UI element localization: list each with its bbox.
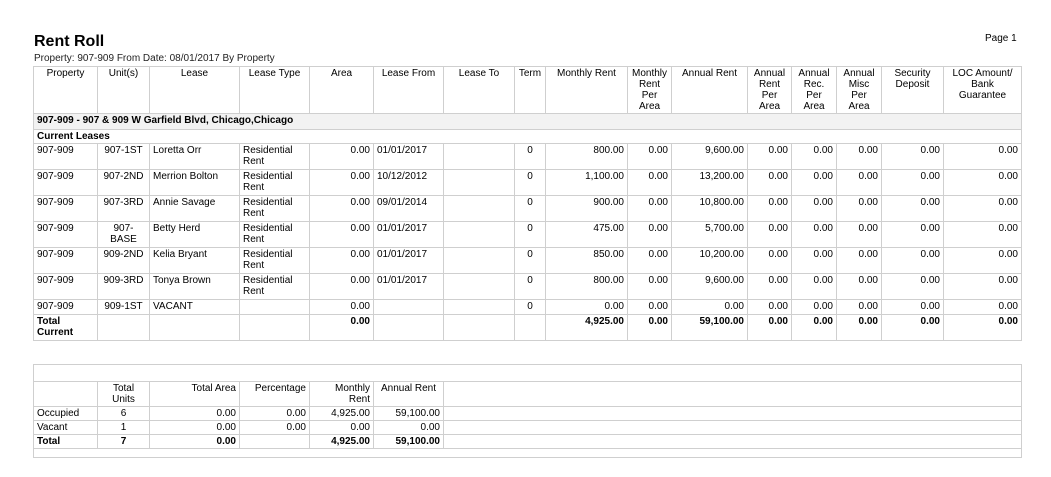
cell-area: 0.00: [310, 248, 374, 274]
cell-annual: 0.00: [672, 300, 748, 315]
cell-lease: Merrion Bolton: [150, 170, 240, 196]
summary-annual: 59,100.00: [374, 435, 444, 449]
cell-property: 907-909: [34, 222, 98, 248]
group-header-row: [34, 114, 1022, 130]
cell-unit: 909-2ND: [98, 248, 150, 274]
cell-deposit: 0.00: [882, 222, 944, 248]
cell-apa: 0.00: [748, 248, 792, 274]
cell-deposit: 0.00: [882, 248, 944, 274]
cell-loc: 0.00: [944, 274, 1022, 300]
cell-annual: 9,600.00: [672, 274, 748, 300]
cell-monthly: 800.00: [546, 274, 628, 300]
cell-from: 01/01/2017: [374, 144, 444, 170]
cell-monthly: 850.00: [546, 248, 628, 274]
cell-unit: 907-1ST: [98, 144, 150, 170]
cell-unit: 909-3RD: [98, 274, 150, 300]
cell-property: 907-909: [34, 248, 98, 274]
summary-spacer: [34, 365, 1022, 382]
cell-property: 907-909: [34, 274, 98, 300]
cell-unit: 909-1ST: [98, 300, 150, 315]
cell-mpa: 0.00: [628, 196, 672, 222]
cell-apa: 0.00: [748, 196, 792, 222]
summary-pct: [240, 435, 310, 449]
cell-arec: 0.00: [792, 248, 837, 274]
col-annual-rec-per-area: Annual Rec. Per Area: [792, 67, 837, 114]
cell-loc: 0.00: [944, 170, 1022, 196]
cell-annual: 10,200.00: [672, 248, 748, 274]
cell-property: 907-909: [34, 196, 98, 222]
cell-loc: 0.00: [944, 248, 1022, 274]
cell-type: Residential Rent: [240, 274, 310, 300]
lease-row: [34, 300, 1022, 315]
total-apa: 0.00: [748, 315, 792, 341]
cell-to: [444, 144, 515, 170]
total-blank: [150, 315, 240, 341]
total-amisc: 0.00: [837, 315, 882, 341]
summary-area: 0.00: [150, 407, 240, 421]
cell-from: 09/01/2014: [374, 196, 444, 222]
cell-to: [444, 196, 515, 222]
cell-monthly: 475.00: [546, 222, 628, 248]
cell-type: Residential Rent: [240, 222, 310, 248]
cell-type: [240, 300, 310, 315]
total-blank: [515, 315, 546, 341]
summary-col-percentage: Percentage: [240, 382, 310, 407]
cell-from: 10/12/2012: [374, 170, 444, 196]
cell-term: 0: [515, 196, 546, 222]
group-header: 907-909 - 907 & 909 W Garfield Blvd, Chicago,Chicago: [34, 114, 1022, 130]
cell-lease: Betty Herd: [150, 222, 240, 248]
cell-mpa: 0.00: [628, 248, 672, 274]
cell-amisc: 0.00: [837, 144, 882, 170]
cell-loc: 0.00: [944, 144, 1022, 170]
cell-deposit: 0.00: [882, 300, 944, 315]
cell-apa: 0.00: [748, 222, 792, 248]
cell-unit: 907-BASE: [98, 222, 150, 248]
lease-row: [34, 170, 1022, 196]
cell-lease: Kelia Bryant: [150, 248, 240, 274]
col-monthly-rent-per-area: Monthly Rent Per Area: [628, 67, 672, 114]
cell-unit: 907-2ND: [98, 170, 150, 196]
lease-row: [34, 196, 1022, 222]
cell-deposit: 0.00: [882, 196, 944, 222]
cell-apa: 0.00: [748, 144, 792, 170]
cell-amisc: 0.00: [837, 248, 882, 274]
lease-row: [34, 248, 1022, 274]
summary-pct: 0.00: [240, 407, 310, 421]
cell-property: 907-909: [34, 300, 98, 315]
summary-area: 0.00: [150, 421, 240, 435]
total-mpa: 0.00: [628, 315, 672, 341]
total-arec: 0.00: [792, 315, 837, 341]
total-monthly: 4,925.00: [546, 315, 628, 341]
lease-row: [34, 222, 1022, 248]
cell-term: 0: [515, 248, 546, 274]
cell-mpa: 0.00: [628, 144, 672, 170]
cell-from: [374, 300, 444, 315]
cell-lease: Loretta Orr: [150, 144, 240, 170]
summary-label: Occupied: [34, 407, 98, 421]
summary-col-annual-rent: Annual Rent: [374, 382, 444, 407]
cell-mpa: 0.00: [628, 300, 672, 315]
cell-area: 0.00: [310, 144, 374, 170]
summary-area: 0.00: [150, 435, 240, 449]
total-blank: [374, 315, 444, 341]
column-header-row: [34, 67, 1022, 114]
cell-loc: 0.00: [944, 222, 1022, 248]
total-deposit: 0.00: [882, 315, 944, 341]
cell-deposit: 0.00: [882, 144, 944, 170]
cell-area: 0.00: [310, 274, 374, 300]
cell-term: 0: [515, 170, 546, 196]
col-lease-to: Lease To: [444, 67, 515, 114]
cell-area: 0.00: [310, 170, 374, 196]
cell-arec: 0.00: [792, 144, 837, 170]
col-monthly-rent: Monthly Rent: [546, 67, 628, 114]
cell-amisc: 0.00: [837, 300, 882, 315]
summary-label: Total: [34, 435, 98, 449]
cell-apa: 0.00: [748, 300, 792, 315]
cell-arec: 0.00: [792, 274, 837, 300]
col-term: Term: [515, 67, 546, 114]
summary-units: 6: [98, 407, 150, 421]
lease-row: [34, 274, 1022, 300]
cell-amisc: 0.00: [837, 274, 882, 300]
cell-from: 01/01/2017: [374, 222, 444, 248]
summary-filler: [444, 382, 1022, 407]
summary-table: [33, 364, 1022, 458]
summary-monthly: 4,925.00: [310, 407, 374, 421]
cell-lease: Annie Savage: [150, 196, 240, 222]
summary-row: [34, 435, 1022, 449]
total-blank: [240, 315, 310, 341]
total-current-row: [34, 315, 1022, 341]
cell-mpa: 0.00: [628, 274, 672, 300]
cell-monthly: 800.00: [546, 144, 628, 170]
cell-mpa: 0.00: [628, 170, 672, 196]
total-area: 0.00: [310, 315, 374, 341]
summary-units: 1: [98, 421, 150, 435]
cell-arec: 0.00: [792, 196, 837, 222]
cell-term: 0: [515, 300, 546, 315]
cell-apa: 0.00: [748, 170, 792, 196]
cell-term: 0: [515, 222, 546, 248]
col-property: Property: [34, 67, 98, 114]
cell-annual: 5,700.00: [672, 222, 748, 248]
cell-to: [444, 222, 515, 248]
total-blank: [98, 315, 150, 341]
cell-annual: 9,600.00: [672, 144, 748, 170]
rent-roll-table: [33, 66, 1022, 341]
summary-filler: [444, 421, 1022, 435]
cell-lease: VACANT: [150, 300, 240, 315]
cell-apa: 0.00: [748, 274, 792, 300]
cell-to: [444, 274, 515, 300]
col-lease-type: Lease Type: [240, 67, 310, 114]
cell-area: 0.00: [310, 300, 374, 315]
cell-annual: 10,800.00: [672, 196, 748, 222]
cell-amisc: 0.00: [837, 196, 882, 222]
summary-col-monthly-rent: Monthly Rent: [310, 382, 374, 407]
cell-monthly: 1,100.00: [546, 170, 628, 196]
summary-label: Vacant: [34, 421, 98, 435]
cell-loc: 0.00: [944, 196, 1022, 222]
summary-monthly: 4,925.00: [310, 435, 374, 449]
summary-pct: 0.00: [240, 421, 310, 435]
col-area: Area: [310, 67, 374, 114]
cell-to: [444, 170, 515, 196]
cell-area: 0.00: [310, 196, 374, 222]
cell-unit: 907-3RD: [98, 196, 150, 222]
cell-arec: 0.00: [792, 222, 837, 248]
cell-from: 01/01/2017: [374, 248, 444, 274]
col-annual-rent: Annual Rent: [672, 67, 748, 114]
total-annual: 59,100.00: [672, 315, 748, 341]
cell-arec: 0.00: [792, 170, 837, 196]
cell-term: 0: [515, 274, 546, 300]
summary-row: [34, 407, 1022, 421]
cell-annual: 13,200.00: [672, 170, 748, 196]
summary-annual: 0.00: [374, 421, 444, 435]
cell-area: 0.00: [310, 222, 374, 248]
cell-from: 01/01/2017: [374, 274, 444, 300]
col-security-deposit: Security Deposit: [882, 67, 944, 114]
summary-col-total-area: Total Area: [150, 382, 240, 407]
cell-monthly: 0.00: [546, 300, 628, 315]
cell-loc: 0.00: [944, 300, 1022, 315]
summary-filler: [444, 407, 1022, 421]
col-annual-rent-per-area: Annual Rent Per Area: [748, 67, 792, 114]
cell-deposit: 0.00: [882, 170, 944, 196]
cell-to: [444, 300, 515, 315]
summary-bottom-spacer: [34, 449, 1022, 458]
cell-deposit: 0.00: [882, 274, 944, 300]
cell-type: Residential Rent: [240, 248, 310, 274]
cell-mpa: 0.00: [628, 222, 672, 248]
cell-amisc: 0.00: [837, 170, 882, 196]
cell-amisc: 0.00: [837, 222, 882, 248]
cell-type: Residential Rent: [240, 170, 310, 196]
cell-property: 907-909: [34, 170, 98, 196]
col-units: Unit(s): [98, 67, 150, 114]
summary-filler: [444, 435, 1022, 449]
col-lease-from: Lease From: [374, 67, 444, 114]
lease-row: [34, 144, 1022, 170]
summary-blank-header: [34, 382, 98, 407]
total-label: Total Current: [34, 315, 98, 341]
section-label: Current Leases: [34, 130, 1022, 144]
cell-to: [444, 248, 515, 274]
summary-annual: 59,100.00: [374, 407, 444, 421]
cell-monthly: 900.00: [546, 196, 628, 222]
col-loc-amount: LOC Amount/ Bank Guarantee: [944, 67, 1022, 114]
total-loc: 0.00: [944, 315, 1022, 341]
summary-monthly: 0.00: [310, 421, 374, 435]
section-row: [34, 130, 1022, 144]
cell-type: Residential Rent: [240, 144, 310, 170]
cell-lease: Tonya Brown: [150, 274, 240, 300]
report-title: Rent Roll: [34, 33, 105, 50]
summary-col-total-units: Total Units: [98, 382, 150, 407]
summary-row: [34, 421, 1022, 435]
report-subtitle: Property: 907-909 From Date: 08/01/2017 By Property: [34, 53, 275, 64]
total-blank: [444, 315, 515, 341]
cell-term: 0: [515, 144, 546, 170]
summary-header-row: [34, 382, 1022, 407]
cell-arec: 0.00: [792, 300, 837, 315]
col-annual-misc-per-area: Annual Misc Per Area: [837, 67, 882, 114]
cell-property: 907-909: [34, 144, 98, 170]
cell-type: Residential Rent: [240, 196, 310, 222]
summary-units: 7: [98, 435, 150, 449]
col-lease: Lease: [150, 67, 240, 114]
page-number: Page 1: [985, 33, 1017, 44]
